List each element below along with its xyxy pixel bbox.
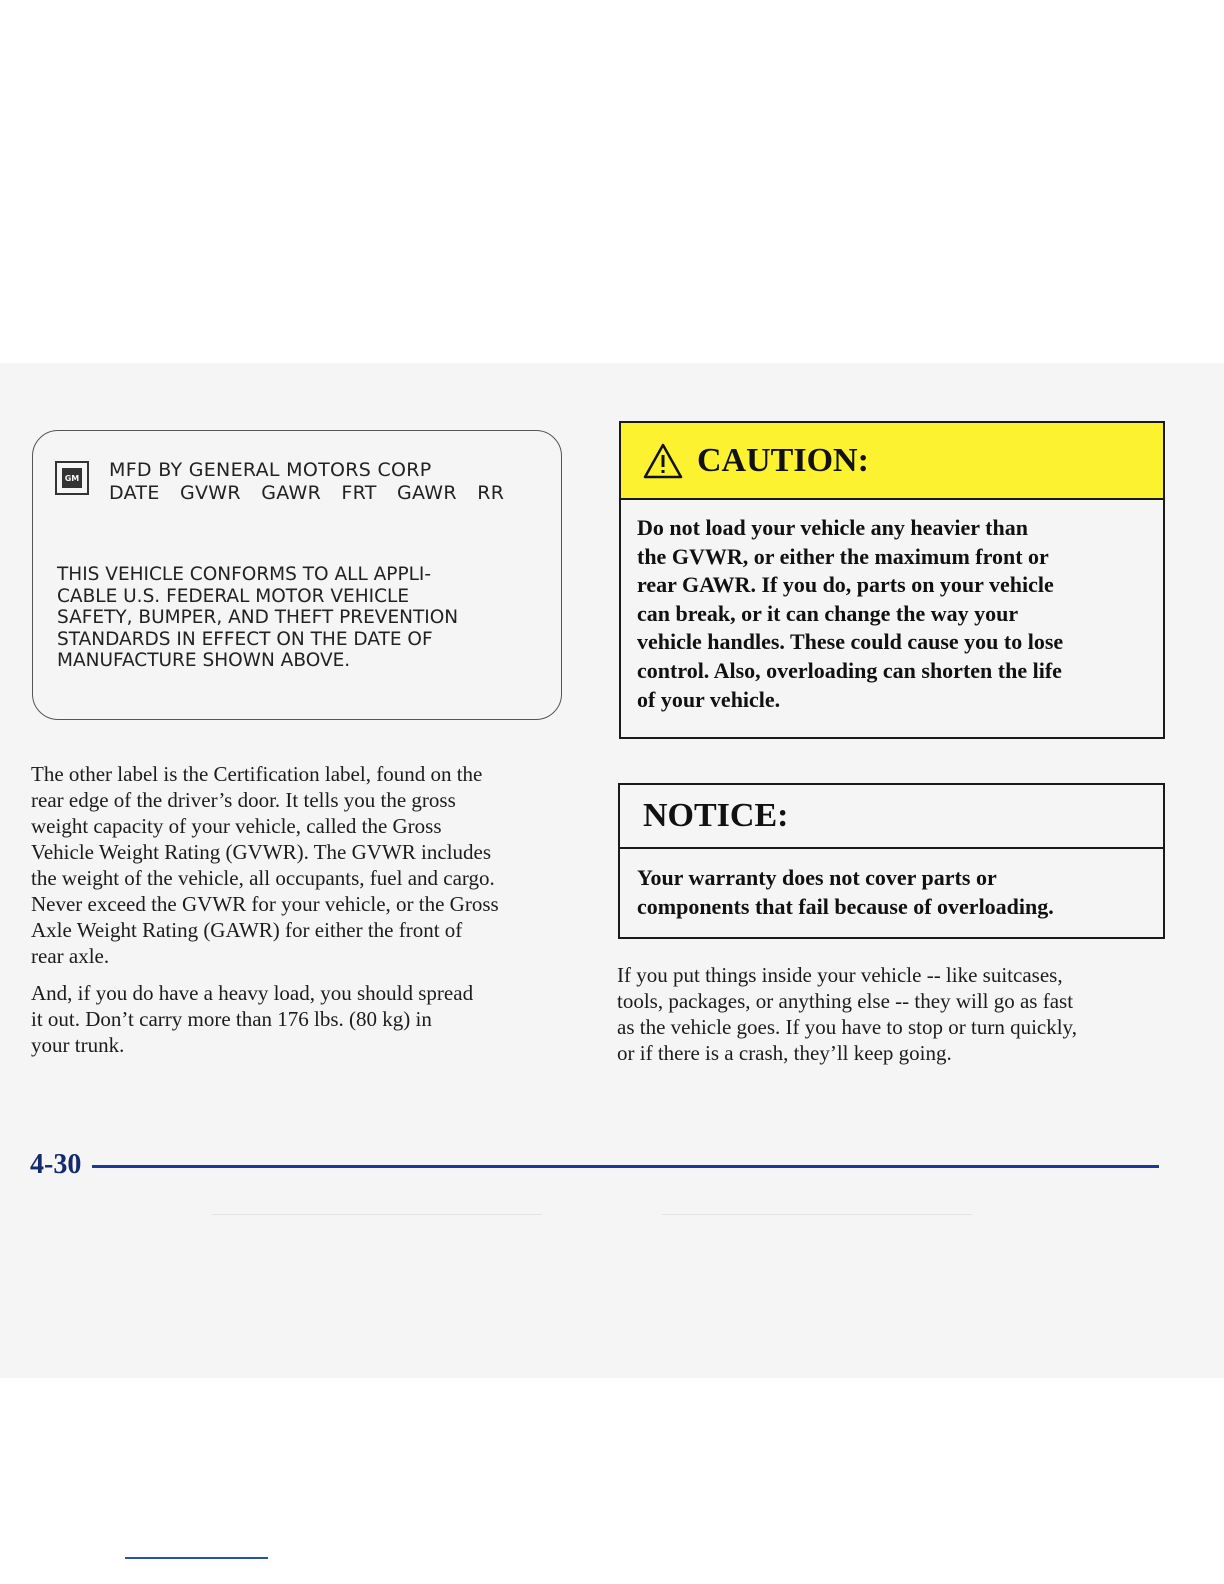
text-line: the weight of the vehicle, all occupants, fuel and cargo. bbox=[31, 866, 495, 890]
text-line: rear axle. bbox=[31, 944, 110, 968]
text-line: If you put things inside your vehicle -- like suitcases, bbox=[617, 963, 1063, 987]
text-line: rear edge of the driver’s door. It tells you the gross bbox=[31, 788, 456, 812]
warning-triangle-icon bbox=[643, 443, 683, 479]
text-line: as the vehicle goes. If you have to stop or turn quickly, bbox=[617, 1015, 1077, 1039]
gm-logo-icon bbox=[55, 461, 89, 495]
footer-rule bbox=[92, 1165, 1159, 1168]
text-line: tools, packages, or anything else -- they will go as fast bbox=[617, 989, 1074, 1013]
caution-text bbox=[621, 500, 1163, 714]
cert-conformance-text bbox=[57, 564, 537, 672]
text-line: it out. Don’t carry more than 176 lbs. (80 kg) in bbox=[31, 1007, 432, 1031]
cert-ratings-line: DATE GVWR GAWR FRT GAWR RR bbox=[109, 482, 505, 504]
text-line: Never exceed the GVWR for your vehicle, or the Gross bbox=[31, 892, 499, 916]
gm-logo-mark: GM bbox=[62, 468, 82, 488]
cert-conform-line: STANDARDS IN EFFECT ON THE DATE OF bbox=[57, 628, 433, 650]
page-number: 4-30 bbox=[30, 1149, 82, 1180]
notice-header bbox=[620, 785, 1163, 849]
notice-line: Your warranty does not cover parts or bbox=[637, 865, 997, 890]
text-line: And, if you do have a heavy load, you should spread bbox=[31, 981, 474, 1005]
caution-line: can break, or it can change the way your bbox=[637, 600, 1019, 626]
text-line: Vehicle Weight Rating (GVWR). The GVWR includes bbox=[31, 840, 492, 864]
cert-conform-line: CABLE U.S. FEDERAL MOTOR VEHICLE bbox=[57, 585, 410, 607]
text-line: Axle Weight Rating (GAWR) for either the front of bbox=[31, 918, 463, 942]
certification-paragraph bbox=[31, 761, 499, 969]
bottom-link-rule bbox=[125, 1557, 268, 1559]
cert-conform-line: SAFETY, BUMPER, AND THEFT PREVENTION bbox=[57, 607, 459, 628]
caution-header bbox=[621, 423, 1163, 500]
notice-box bbox=[618, 783, 1165, 939]
cert-conform-line: THIS VEHICLE CONFORMS TO ALL APPLI- bbox=[57, 564, 432, 585]
cert-manufacturer-line: MFD BY GENERAL MOTORS CORP bbox=[109, 459, 432, 481]
caution-line: the GVWR, or either the maximum front or bbox=[637, 543, 1049, 569]
cert-conform-line: MANUFACTURE SHOWN ABOVE. bbox=[57, 650, 351, 671]
caution-line: vehicle handles. These could cause you to lose bbox=[637, 629, 1064, 655]
caution-line: of your vehicle. bbox=[637, 686, 781, 712]
loose-items-paragraph bbox=[617, 962, 1077, 1066]
caution-line: rear GAWR. If you do, parts on your vehicle bbox=[637, 572, 1054, 598]
notice-title: NOTICE: bbox=[643, 797, 789, 834]
certification-label-illustration bbox=[32, 430, 562, 720]
caution-line: Do not load your vehicle any heavier than bbox=[637, 515, 1028, 540]
text-line: or if there is a crash, they’ll keep going. bbox=[617, 1041, 952, 1065]
text-line: The other label is the Certification label, found on the bbox=[31, 762, 483, 786]
caution-title: CAUTION: bbox=[697, 441, 869, 479]
text-line: your trunk. bbox=[31, 1033, 125, 1057]
heavy-load-paragraph bbox=[31, 980, 473, 1058]
faint-scan-line bbox=[662, 1214, 972, 1215]
caution-line: control. Also, overloading can shorten the life bbox=[637, 657, 1062, 683]
caution-box bbox=[619, 421, 1165, 739]
text-line: weight capacity of your vehicle, called the Gross bbox=[31, 814, 442, 838]
faint-scan-line bbox=[212, 1214, 542, 1215]
notice-line: components that fail because of overloading. bbox=[637, 893, 1054, 919]
notice-text bbox=[620, 849, 1163, 921]
